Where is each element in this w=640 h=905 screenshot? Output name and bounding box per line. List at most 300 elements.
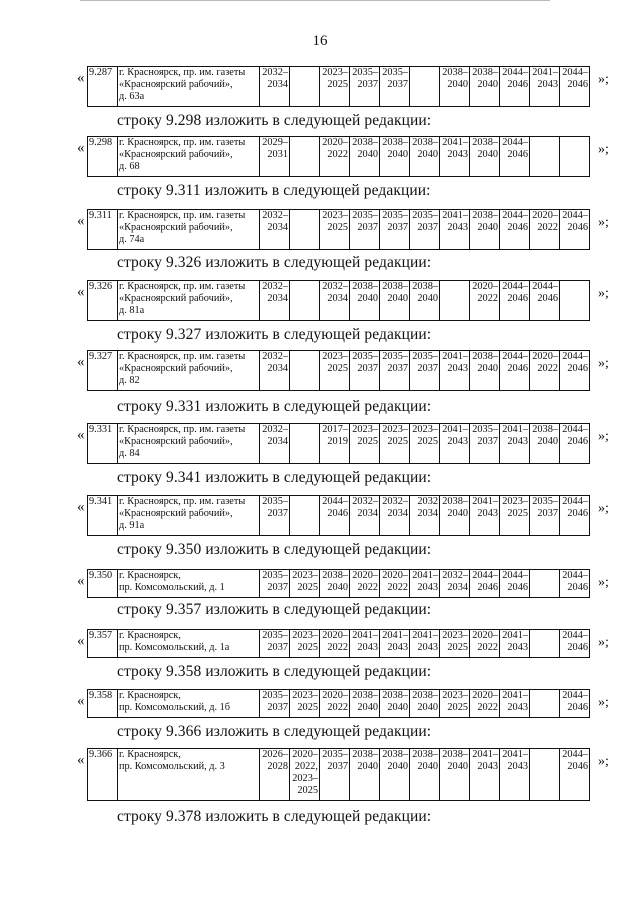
year-value: 2029– <box>262 137 288 148</box>
address-cell <box>118 630 260 658</box>
year-value: 2037 <box>417 222 438 233</box>
year-cell <box>410 210 440 250</box>
address-cell <box>118 281 260 321</box>
close-quote: »; <box>598 215 609 230</box>
table-row <box>87 280 590 321</box>
address-line: пр. Комсомольский, д. 1а <box>119 642 230 653</box>
year-cell <box>290 749 320 801</box>
year-value: 2043 <box>387 642 408 653</box>
year-cell <box>320 496 350 536</box>
open-quote: « <box>77 633 85 649</box>
year-value: 2043 <box>447 363 468 374</box>
year-value: 2023– <box>442 690 468 701</box>
year-value: 2046 <box>477 582 498 593</box>
year-value: 2041– <box>412 570 438 581</box>
year-value: 2037 <box>387 222 408 233</box>
year-cell <box>350 424 380 464</box>
year-value: 2043 <box>447 436 468 447</box>
year-value: 2043 <box>507 761 528 772</box>
year-value: 2025 <box>327 79 348 90</box>
address-line: г. Красноярск, <box>119 570 181 581</box>
year-value: 2041– <box>442 137 468 148</box>
year-value: 2037 <box>267 642 288 653</box>
year-value: 2038– <box>352 690 378 701</box>
year-value: 2035– <box>262 630 288 641</box>
year-cell <box>320 210 350 250</box>
address-cell <box>118 67 260 107</box>
year-value: 2043 <box>537 79 558 90</box>
open-quote: « <box>77 140 85 156</box>
address-line: д. 91а <box>119 520 145 531</box>
address-line: «Красноярский рабочий», <box>119 79 233 90</box>
year-value: 2025 <box>297 582 318 593</box>
year-value: 2034 <box>267 436 288 447</box>
year-cell <box>410 570 440 598</box>
year-value: 2044– <box>562 630 588 641</box>
year-cell <box>530 496 560 536</box>
year-value: 2038– <box>382 690 408 701</box>
year-value: 2040 <box>387 293 408 304</box>
close-quote: »; <box>598 635 609 650</box>
year-value: 2046 <box>567 436 588 447</box>
year-value: 2020– <box>532 210 558 221</box>
year-cell <box>260 137 290 177</box>
year-cell <box>530 690 560 718</box>
row-heading: строку 9.311 изложить в следующей редакции: <box>117 182 431 199</box>
year-cell <box>260 424 290 464</box>
year-value: 2040 <box>537 436 558 447</box>
year-cell <box>470 67 500 107</box>
row-heading: строку 9.357 изложить в следующей редакции: <box>117 601 432 618</box>
row-heading: строку 9.331 изложить в следующей редакции: <box>117 398 432 415</box>
row-heading: строку 9.341 изложить в следующей редакции: <box>117 469 432 486</box>
year-value: 2035– <box>532 496 558 507</box>
year-value: 2037 <box>267 702 288 713</box>
year-value: 2044– <box>502 137 528 148</box>
year-cell <box>530 570 560 598</box>
year-value: 2022 <box>537 222 558 233</box>
year-value: 2044– <box>502 570 528 581</box>
year-cell <box>380 570 410 598</box>
row-heading: строку 9.327 изложить в следующей редакции: <box>117 326 432 343</box>
year-value: 2020– <box>472 690 498 701</box>
year-value: 2037 <box>357 222 378 233</box>
year-value: 2038– <box>472 351 498 362</box>
table-row <box>87 209 590 250</box>
open-quote: « <box>77 499 85 515</box>
year-cell <box>350 630 380 658</box>
year-cell <box>320 67 350 107</box>
year-value: 2046 <box>567 642 588 653</box>
year-cell <box>530 67 560 107</box>
year-cell <box>500 137 530 177</box>
year-cell <box>290 424 320 464</box>
row-number: 9.350 <box>88 570 118 598</box>
year-cell <box>410 281 440 321</box>
year-value: 2020– <box>322 690 348 701</box>
year-value: 2023– <box>322 67 348 78</box>
address-line: г. Красноярск, пр. им. газеты <box>119 351 246 362</box>
year-value: 2040 <box>447 79 468 90</box>
address-line: д. 84 <box>119 448 140 459</box>
close-quote: »; <box>598 754 609 769</box>
year-value: 2023– <box>502 496 528 507</box>
year-value: 2020– <box>532 351 558 362</box>
year-cell <box>500 690 530 718</box>
year-cell <box>470 424 500 464</box>
address-line: г. Красноярск, <box>119 690 181 701</box>
year-value: 2043 <box>507 642 528 653</box>
year-value: 2044– <box>562 67 588 78</box>
year-value: 2040 <box>447 761 468 772</box>
year-value: 2037 <box>357 363 378 374</box>
year-value: 2032– <box>262 210 288 221</box>
table-row <box>87 495 590 536</box>
row-heading: строку 9.366 изложить в следующей редакции: <box>117 723 432 740</box>
address-cell <box>118 749 260 801</box>
year-value: 2035– <box>382 351 408 362</box>
row-number: 9.287 <box>88 67 118 107</box>
year-cell <box>380 630 410 658</box>
year-cell <box>560 351 590 391</box>
year-cell <box>500 210 530 250</box>
table-row <box>87 569 590 598</box>
open-quote: « <box>77 70 85 86</box>
address-line: д. 68 <box>119 161 140 172</box>
year-value: 2046 <box>567 222 588 233</box>
year-value: 2023– <box>292 570 318 581</box>
year-value: 2034 <box>417 508 438 519</box>
address-line: г. Красноярск, пр. им. газеты <box>119 210 246 221</box>
year-value: 2025 <box>297 785 318 796</box>
year-cell <box>470 351 500 391</box>
year-value: 2037 <box>267 508 288 519</box>
year-value: 2025 <box>447 702 468 713</box>
year-value: 2038– <box>382 749 408 760</box>
year-value: 2046 <box>507 149 528 160</box>
year-value: 2040 <box>357 149 378 160</box>
year-value: 2034 <box>267 79 288 90</box>
year-cell <box>470 210 500 250</box>
year-value: 2022 <box>477 293 498 304</box>
year-cell <box>410 351 440 391</box>
year-value: 2041– <box>442 424 468 435</box>
year-value: 2035– <box>382 67 408 78</box>
year-cell <box>350 570 380 598</box>
year-value: 2032– <box>382 496 408 507</box>
year-cell <box>530 210 560 250</box>
year-cell <box>260 351 290 391</box>
year-value: 2035– <box>352 351 378 362</box>
year-cell <box>320 424 350 464</box>
year-value: 2035– <box>322 749 348 760</box>
year-value: 2034 <box>327 293 348 304</box>
year-value: 2044– <box>562 424 588 435</box>
year-value: 2022 <box>357 582 378 593</box>
year-value: 2038– <box>412 137 438 148</box>
year-value: 2046 <box>567 761 588 772</box>
year-cell <box>470 630 500 658</box>
year-cell <box>440 690 470 718</box>
year-value: 2038– <box>412 749 438 760</box>
open-quote: « <box>77 354 85 370</box>
year-cell <box>440 424 470 464</box>
year-cell <box>350 496 380 536</box>
year-value: 2023– <box>322 351 348 362</box>
year-value: 2038– <box>382 137 408 148</box>
year-value: 2023– <box>352 424 378 435</box>
year-cell <box>560 749 590 801</box>
year-value: 2034 <box>387 508 408 519</box>
row-number: 9.358 <box>88 690 118 718</box>
year-value: 2040 <box>417 702 438 713</box>
year-value: 2023– <box>442 630 468 641</box>
year-value: 2043 <box>447 222 468 233</box>
year-value: 2035– <box>412 210 438 221</box>
year-cell <box>440 749 470 801</box>
year-value: 2035– <box>352 210 378 221</box>
year-cell <box>560 210 590 250</box>
year-value: 2044– <box>562 210 588 221</box>
close-quote: »; <box>598 695 609 710</box>
year-cell <box>290 630 320 658</box>
year-cell <box>530 137 560 177</box>
address-cell <box>118 351 260 391</box>
year-value: 2041– <box>532 67 558 78</box>
year-cell <box>290 570 320 598</box>
year-value: 2041– <box>472 496 498 507</box>
year-cell <box>530 749 560 801</box>
year-value: 2040 <box>417 761 438 772</box>
year-value: 2041– <box>472 749 498 760</box>
year-cell <box>260 281 290 321</box>
table-row <box>87 423 590 464</box>
year-value: 2046 <box>567 508 588 519</box>
year-value: 2035– <box>262 690 288 701</box>
address-line: г. Красноярск, пр. им. газеты <box>119 496 246 507</box>
year-cell <box>440 137 470 177</box>
year-cell <box>410 67 440 107</box>
year-value: 2038– <box>442 67 468 78</box>
close-quote: »; <box>598 72 609 87</box>
close-quote: »; <box>598 429 609 444</box>
page-number: 16 <box>312 33 328 49</box>
year-value: 2035– <box>412 351 438 362</box>
year-value: 2020– <box>472 630 498 641</box>
address-line: г. Красноярск, пр. им. газеты <box>119 281 246 292</box>
year-cell <box>440 630 470 658</box>
year-cell <box>320 281 350 321</box>
year-value: 2022, <box>294 761 318 772</box>
year-value: 2032– <box>262 281 288 292</box>
year-value: 2041– <box>442 351 468 362</box>
year-value: 2023– <box>322 210 348 221</box>
year-value: 2043 <box>447 149 468 160</box>
year-cell <box>560 496 590 536</box>
row-heading: строку 9.350 изложить в следующей редакции: <box>117 541 432 558</box>
year-cell <box>440 570 470 598</box>
year-value: 2038– <box>352 137 378 148</box>
year-value: 2038– <box>442 496 468 507</box>
year-value: 2044– <box>502 351 528 362</box>
year-value: 2043 <box>417 582 438 593</box>
year-value: 2035– <box>382 210 408 221</box>
address-cell <box>118 424 260 464</box>
address-line: «Красноярский рабочий», <box>119 508 233 519</box>
year-value: 2022 <box>327 149 348 160</box>
year-value: 2020– <box>472 281 498 292</box>
year-cell <box>500 570 530 598</box>
year-value: 2025 <box>327 363 348 374</box>
year-value: 2043 <box>357 642 378 653</box>
year-value: 2025 <box>297 642 318 653</box>
year-value: 2041– <box>502 690 528 701</box>
table-row <box>87 689 590 718</box>
year-cell <box>470 496 500 536</box>
address-cell <box>118 496 260 536</box>
year-value: 2025 <box>447 642 468 653</box>
year-value: 2034 <box>357 508 378 519</box>
year-cell <box>320 690 350 718</box>
address-line: пр. Комсомольский, д. 1 <box>119 582 225 593</box>
year-value: 2041– <box>502 424 528 435</box>
year-cell <box>380 749 410 801</box>
year-value: 2034 <box>267 293 288 304</box>
year-value: 2032– <box>262 351 288 362</box>
address-line: д. 74а <box>119 234 145 245</box>
year-value: 2023– <box>292 630 318 641</box>
year-cell <box>380 210 410 250</box>
year-cell <box>320 137 350 177</box>
year-value: 2041– <box>502 630 528 641</box>
row-number: 9.357 <box>88 630 118 658</box>
year-value: 2037 <box>387 79 408 90</box>
close-quote: »; <box>598 501 609 516</box>
year-cell <box>410 496 440 536</box>
year-cell <box>380 690 410 718</box>
row-number: 9.326 <box>88 281 118 321</box>
year-value: 2025 <box>507 508 528 519</box>
year-value: 2044– <box>502 281 528 292</box>
year-cell <box>500 496 530 536</box>
year-cell <box>440 67 470 107</box>
year-cell <box>410 690 440 718</box>
year-value: 2040 <box>357 702 378 713</box>
address-line: пр. Комсомольский, д. 3 <box>119 761 225 772</box>
year-value: 2034 <box>267 222 288 233</box>
year-cell <box>440 351 470 391</box>
year-cell <box>350 690 380 718</box>
year-value: 2046 <box>507 582 528 593</box>
year-value: 2037 <box>477 436 498 447</box>
row-heading: строку 9.298 изложить в следующей редакции: <box>117 112 432 129</box>
address-line: г. Красноярск, <box>119 630 181 641</box>
year-cell <box>260 690 290 718</box>
year-cell <box>560 630 590 658</box>
year-value: 2044– <box>562 690 588 701</box>
year-value: 2043 <box>477 761 498 772</box>
top-edge-line <box>80 0 550 4</box>
year-cell <box>500 749 530 801</box>
year-cell <box>290 690 320 718</box>
year-cell <box>260 67 290 107</box>
row-heading: строку 9.358 изложить в следующей редакции: <box>117 663 432 680</box>
year-value: 2023– <box>412 424 438 435</box>
year-cell <box>560 570 590 598</box>
year-value: 2040 <box>477 79 498 90</box>
year-value: 2044– <box>562 570 588 581</box>
year-value: 2046 <box>327 508 348 519</box>
year-value: 2040 <box>477 222 498 233</box>
year-value: 2040 <box>387 149 408 160</box>
year-cell <box>350 749 380 801</box>
table-row <box>87 350 590 391</box>
year-cell <box>290 281 320 321</box>
row-number: 9.311 <box>88 210 118 250</box>
close-quote: »; <box>598 142 609 157</box>
year-cell <box>500 351 530 391</box>
table-row <box>87 66 590 107</box>
year-value: 2032– <box>442 570 468 581</box>
address-line: «Красноярский рабочий», <box>119 149 233 160</box>
year-value: 2022 <box>327 702 348 713</box>
address-cell <box>118 210 260 250</box>
year-value: 2038– <box>382 281 408 292</box>
open-quote: « <box>77 284 85 300</box>
address-line: г. Красноярск, пр. им. газеты <box>119 424 246 435</box>
year-cell <box>350 67 380 107</box>
year-cell <box>560 67 590 107</box>
year-value: 2040 <box>327 582 348 593</box>
year-cell <box>290 496 320 536</box>
year-cell <box>410 630 440 658</box>
year-value: 2032 <box>417 496 438 507</box>
year-value: 2023– <box>292 773 318 784</box>
close-quote: »; <box>598 286 609 301</box>
year-cell <box>290 351 320 391</box>
year-cell <box>380 67 410 107</box>
year-cell <box>260 210 290 250</box>
year-cell <box>410 749 440 801</box>
year-value: 2040 <box>417 149 438 160</box>
address-line: «Красноярский рабочий», <box>119 293 233 304</box>
open-quote: « <box>77 573 85 589</box>
year-value: 2040 <box>387 761 408 772</box>
year-value: 2043 <box>477 508 498 519</box>
address-line: «Красноярский рабочий», <box>119 363 233 374</box>
address-line: «Красноярский рабочий», <box>119 222 233 233</box>
year-value: 2044– <box>472 570 498 581</box>
year-cell <box>470 137 500 177</box>
year-cell <box>290 210 320 250</box>
year-value: 2025 <box>327 222 348 233</box>
open-quote: « <box>77 427 85 443</box>
year-cell <box>440 496 470 536</box>
year-value: 2035– <box>352 67 378 78</box>
year-value: 2040 <box>387 702 408 713</box>
address-line: д. 81а <box>119 305 145 316</box>
year-cell <box>440 210 470 250</box>
year-value: 2022 <box>537 363 558 374</box>
year-value: 2046 <box>567 363 588 374</box>
row-number: 9.327 <box>88 351 118 391</box>
year-value: 2020– <box>292 749 318 760</box>
year-value: 2037 <box>417 363 438 374</box>
year-cell <box>320 749 350 801</box>
year-value: 2046 <box>537 293 558 304</box>
year-value: 2046 <box>507 79 528 90</box>
year-value: 2032– <box>262 67 288 78</box>
